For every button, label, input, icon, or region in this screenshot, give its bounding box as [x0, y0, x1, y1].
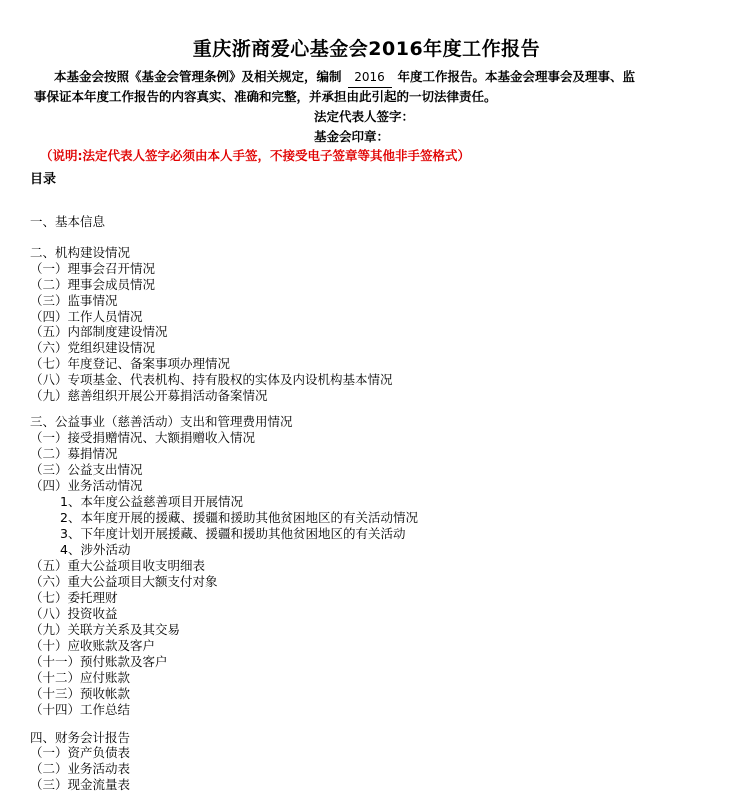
toc-item[interactable]: 4、涉外活动 — [60, 542, 131, 557]
toc-item[interactable]: 二、机构建设情况 — [30, 245, 131, 260]
intro-text-part2: 年度工作报告。本基金会理事会及理事、监 — [397, 69, 636, 84]
toc-item[interactable]: （四）业务活动情况 — [30, 478, 143, 493]
toc-item[interactable]: （八）专项基金、代表机构、持有股权的实体及内设机构基本情况 — [30, 372, 393, 387]
toc-item[interactable]: （三）监事情况 — [30, 293, 118, 308]
toc-item[interactable]: （九）慈善组织开展公开募捐活动备案情况 — [30, 388, 268, 403]
toc-item[interactable]: （六）重大公益项目大额支付对象 — [30, 574, 218, 589]
toc-item[interactable]: 1、本年度公益慈善项目开展情况 — [60, 494, 243, 509]
toc-item[interactable]: （五）重大公益项目收支明细表 — [30, 558, 206, 573]
toc-item[interactable]: （十四）工作总结 — [30, 702, 131, 717]
toc-item[interactable]: （一）接受捐赠情况、大额捐赠收入情况 — [30, 430, 256, 445]
toc-item[interactable]: 一、基本信息 — [30, 214, 106, 229]
intro-line-1 — [54, 67, 733, 88]
legal-rep-signature-label: 法定代表人签字： — [314, 109, 415, 124]
toc-item[interactable]: （六）党组织建设情况 — [30, 340, 156, 355]
toc-item[interactable]: 四、财务会计报告 — [30, 730, 131, 745]
report-title: 重庆浙商爱心基金会2016年度工作报告 — [192, 38, 541, 60]
toc-item[interactable]: （十）应收账款及客户 — [30, 638, 156, 653]
seal-label: 基金会印章： — [314, 129, 390, 144]
toc-item[interactable]: （一）资产负债表 — [30, 745, 131, 760]
toc-title: 目录 — [30, 172, 57, 187]
toc-item[interactable]: （二）理事会成员情况 — [30, 277, 156, 292]
toc-item[interactable]: 3、下年度计划开展援藏、援疆和援助其他贫困地区的有关活动 — [60, 526, 406, 541]
toc-item[interactable]: （九）关联方关系及其交易 — [30, 622, 181, 637]
signature-note: （说明:法定代表人签字必须由本人手签，不接受电子签章等其他非手签格式） — [40, 148, 471, 163]
toc-item[interactable]: （四）工作人员情况 — [30, 309, 143, 324]
toc-item[interactable]: （三）公益支出情况 — [30, 462, 143, 477]
toc-item[interactable]: （七）年度登记、备案事项办理情况 — [30, 356, 231, 371]
intro-text-part1: 本基金会按照《基金会管理条例》及相关规定，编制 — [54, 69, 342, 84]
toc-item[interactable]: （七）委托理财 — [30, 590, 118, 605]
toc-item[interactable]: （一）理事会召开情况 — [30, 261, 156, 276]
toc-item[interactable]: （二）募捐情况 — [30, 446, 118, 461]
year-field[interactable]: 2016 — [348, 67, 392, 88]
toc-item[interactable]: （三）现金流量表 — [30, 777, 131, 792]
toc-item[interactable]: （八）投资收益 — [30, 606, 118, 621]
toc-item[interactable]: （十三）预收帐款 — [30, 686, 131, 701]
intro-line-2: 事保证本年度工作报告的内容真实、准确和完整，并承担由此引起的一切法律责任。 — [34, 89, 497, 104]
toc-item[interactable]: （五）内部制度建设情况 — [30, 324, 168, 339]
toc-item[interactable]: （二）业务活动表 — [30, 761, 131, 776]
toc-item[interactable]: 2、本年度开展的援藏、援疆和援助其他贫困地区的有关活动情况 — [60, 510, 418, 525]
toc-item[interactable]: （十二）应付账款 — [30, 670, 131, 685]
toc-item[interactable]: 三、公益事业（慈善活动）支出和管理费用情况 — [30, 414, 293, 429]
toc-item[interactable]: （十一）预付账款及客户 — [30, 654, 168, 669]
